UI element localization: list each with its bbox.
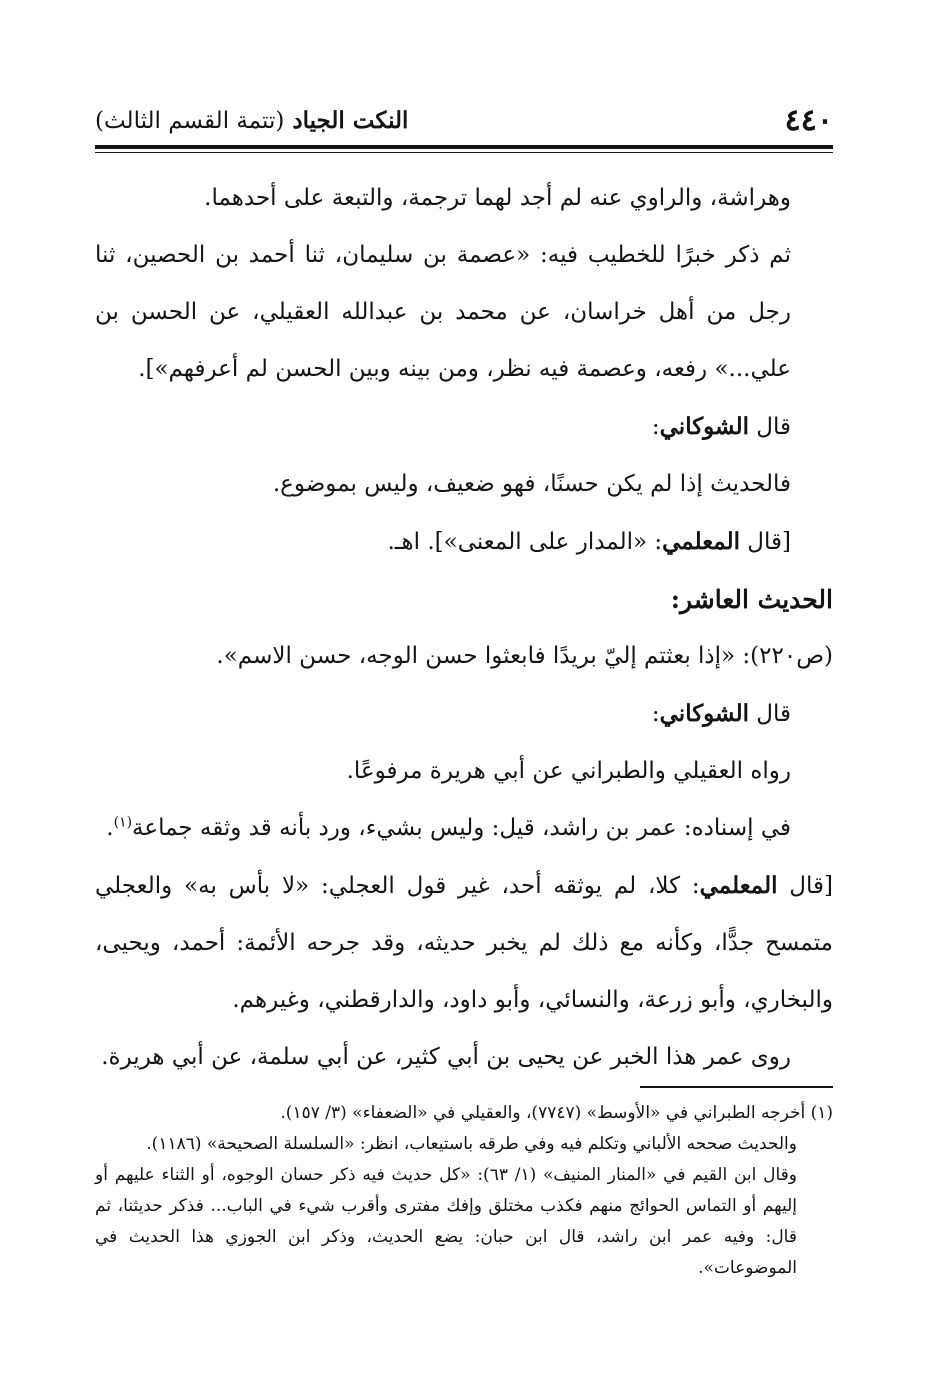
running-title-sub: (تتمة القسم الثالث) bbox=[95, 107, 285, 134]
running-title-main: النكت الجياد bbox=[292, 106, 409, 134]
shawkani-colon-2: : bbox=[651, 701, 660, 727]
section-heading: الحديث العاشر: bbox=[670, 585, 833, 614]
footnote-1-cont-1: والحديث صححه الألباني وتكلم فيه وفي طرقه باستيعاب، انظر: «السلسلة الصحيحة» (١١٨٦). bbox=[146, 1134, 797, 1154]
header-rule-thin bbox=[95, 152, 833, 153]
paragraph-9: روى عمر هذا الخبر عن يحيى بن أبي كثير، عن أبي سلمة، عن أبي هريرة. bbox=[101, 1044, 791, 1070]
paragraph-6: رواه العقيلي والطبراني عن أبي هريرة مرفوعًا. bbox=[346, 758, 791, 784]
footnotes bbox=[95, 1098, 833, 1284]
main-text bbox=[95, 170, 833, 1086]
header-rule-thick bbox=[95, 145, 833, 149]
muallimi-name: المعلمي bbox=[662, 528, 740, 555]
paragraph-8-rest: : كلا، لم يوثقه أحد، غير قول العجلي: «لا بأس به» والعجلي متمسح جدًّا، وكأنه مع ذلك لم يخبر حديثه، وقد جرحه الأئمة: أحمد، ويحيى، والبخاري، وأبو زرعة، والنسائي، وأبو داود، والدارقطني، وغيرهم. bbox=[95, 873, 833, 1013]
paragraph-1: وهراشة، والراوي عنه لم أجد لهما ترجمة، والتبعة على أحدهما. bbox=[204, 185, 791, 211]
footnote-1-cont-2: وقال ابن القيم في «المنار المنيف» (١/ ٦٣): «كل حديث فيه ذكر حسان الوجوه، أو الثناء عليهم أو إليهم أو التماس الحوائج منهم فكذب مختلق وإفك مفترى وأقرب شيء في الباب... فذكر حديثنا، ثم قال: وفيه عمر ابن راشد، قال ابن حبان: يضع الحديث، وذكر ابن الجوزي هذا الحديث في الموضوعات». bbox=[95, 1165, 797, 1278]
shawkani-prefix-2: قال bbox=[748, 701, 791, 727]
paragraph-3: فالحديث إذا لم يكن حسنًا، فهو ضعيف، وليس بموضوع. bbox=[272, 471, 791, 497]
shawkani-colon: : bbox=[651, 414, 660, 440]
footnote-separator bbox=[640, 1086, 833, 1088]
paragraph-7-end: . bbox=[106, 815, 114, 841]
muallimi-open-2: [قال bbox=[777, 873, 833, 899]
shawkani-label-2 bbox=[95, 685, 833, 743]
paragraph-5: (ص٢٢٠): «إذا بعثتم إليّ بريدًا فابعثوا حسن الوجه، حسن الاسم». bbox=[216, 643, 833, 669]
shawkani-name: الشوكاني bbox=[659, 413, 749, 440]
footnote-ref-1[interactable]: (١) bbox=[113, 814, 133, 831]
paragraph-4-rest: : «المدار على المعنى»]. اهـ. bbox=[387, 529, 663, 555]
paragraph-4 bbox=[95, 513, 833, 571]
paragraph-7-text: في إسناده: عمر بن راشد، قيل: وليس بشيء، ورد بأنه قد وثقه جماعة bbox=[132, 815, 791, 841]
paragraph-8 bbox=[95, 857, 833, 1029]
muallimi-open: [قال bbox=[740, 529, 791, 555]
page-header bbox=[95, 98, 833, 142]
shawkani-prefix: قال bbox=[748, 414, 791, 440]
muallimi-name-2: المعلمي bbox=[699, 872, 778, 899]
shawkani-label-1 bbox=[95, 398, 833, 456]
paragraph-2: ثم ذكر خبرًا للخطيب فيه: «عصمة بن سليمان، ثنا أحمد بن الحصين، ثنا رجل من أهل خراسان، عن محمد بن عبدالله العقيلي، عن الحسن بن علي...» رفعه، وعصمة فيه نظر، ومن بينه وبين الحسن لم أعرفهم»]. bbox=[95, 242, 791, 382]
shawkani-name-2: الشوكاني bbox=[659, 700, 749, 727]
page-number: ٤٤٠ bbox=[784, 102, 833, 138]
footnote-1: (١) أخرجه الطبراني في «الأوسط» (٧٧٤٧)، والعقيلي في «الضعفاء» (٣/ ١٥٧). bbox=[280, 1103, 833, 1123]
paragraph-7 bbox=[95, 800, 833, 857]
running-title bbox=[95, 107, 408, 134]
